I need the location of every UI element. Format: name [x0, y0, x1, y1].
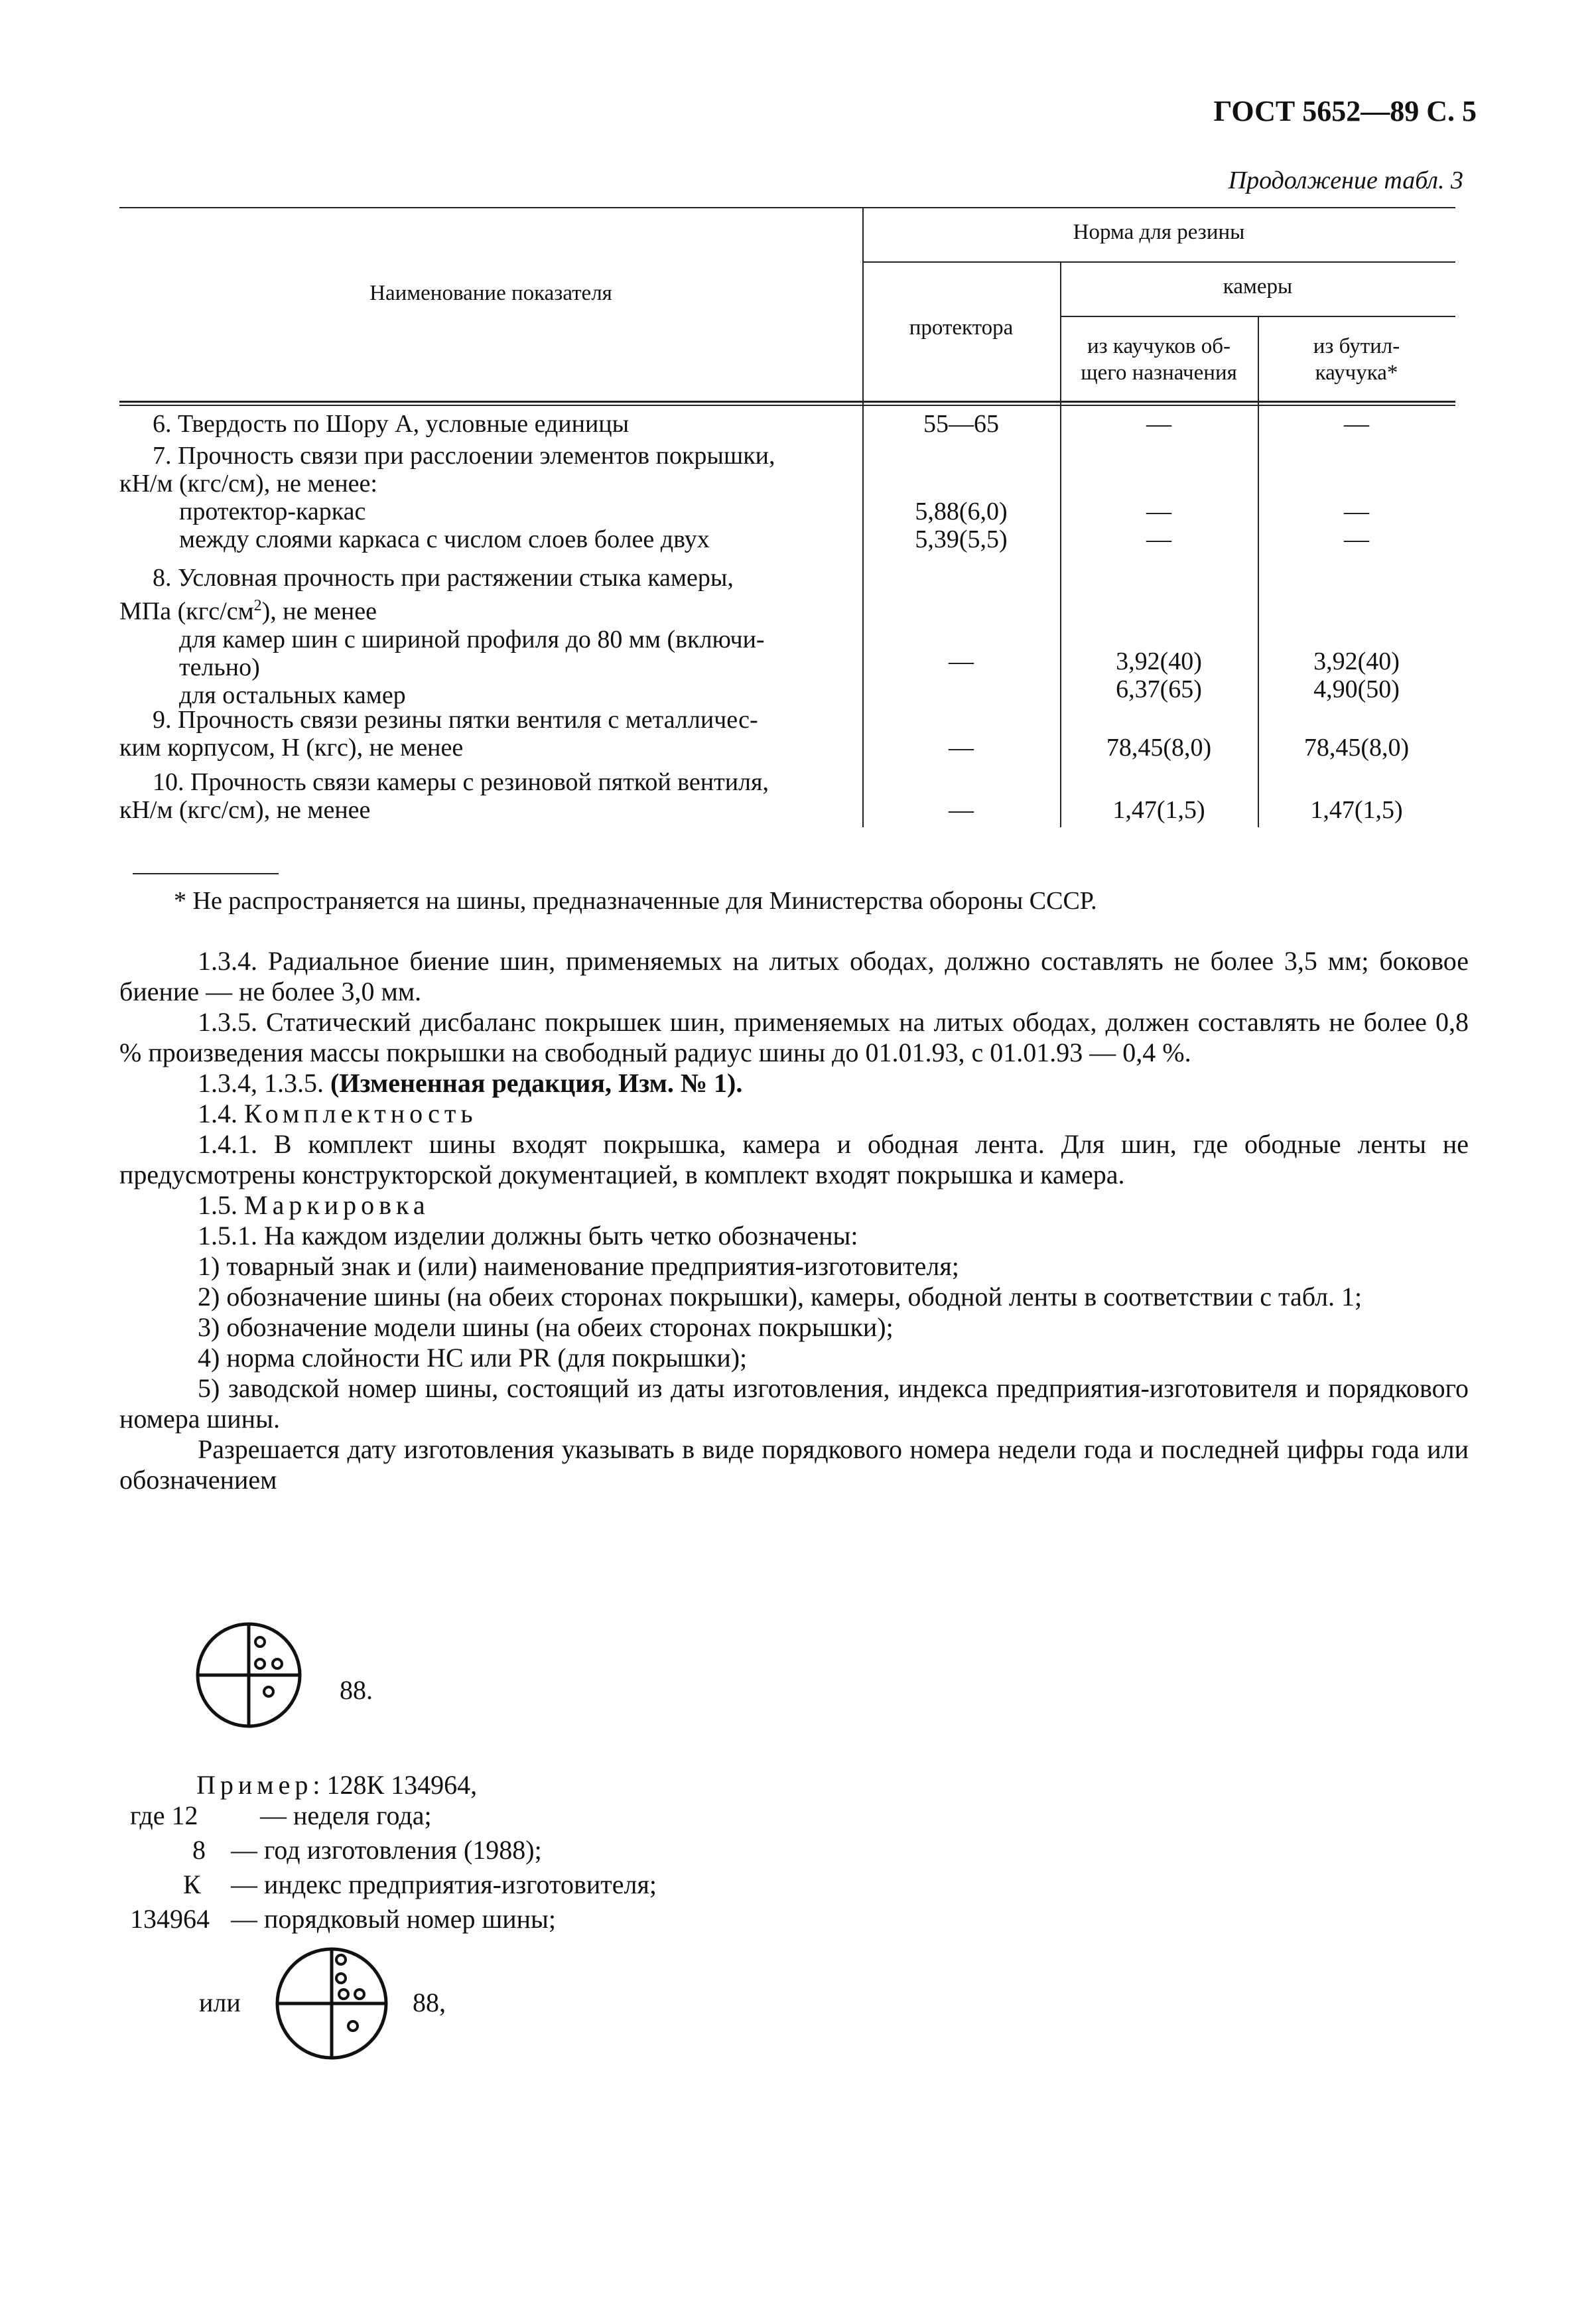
example-key: 8 [192, 1835, 206, 1865]
header-butyl: из бутил- каучука* [1313, 334, 1400, 385]
section-1-5: 1.5. Маркировка [198, 1190, 430, 1220]
unit-mpa: МПа $(кгс/см^2)$, не менее [119, 597, 377, 626]
example-desc: — год изготовления (1988); [231, 1835, 542, 1865]
section-1-4: 1.4. Комплектность [198, 1099, 478, 1128]
example-heading: Пример: 128К 134964, [196, 1770, 478, 1800]
list-item: 2) обозначение шины (на обеих сторонах покрышки), камеры, ободной ленты в соответствии с табл. 1; [198, 1282, 1363, 1312]
example-key: К [183, 1869, 201, 1899]
symbol-year-label: 88. [340, 1675, 373, 1705]
body-text [119, 946, 1469, 1495]
para-1-3-4: 1.3.4. Радиальное биение шин, применяемых на литых ободах, должно составлять не более 3,5 мм; боковое биение — не более 3,0 мм. [119, 946, 1469, 1006]
para-1-5-1: 1.5.1. На каждом изделии должны быть четко обозначены: [198, 1221, 858, 1251]
para-edit: 1.3.4, 1.3.5. (Измененная редакция, Изм. № 1). [198, 1068, 743, 1098]
page-header: ГОСТ 5652—89 С. 5 [1213, 95, 1477, 127]
para-1-3-5: 1.3.5. Статический дисбаланс покрышек шин, применяемых на литых ободах, должен составлять не более 0,8 % произведения массы покрышки на свободный радиус шины до 01.01.93, с 01.01.93 — 0,4 %. [119, 1007, 1469, 1067]
header-name: Наименование показателя [369, 281, 612, 305]
para-1-4-1: 1.4.1. В комплект шины входят покрышка, камера и ободная лента. Для шин, где ободные ленты не предусмотрены конструкторской документацией, в комплект входят покрышка и камера. [119, 1129, 1469, 1189]
footnote: * Не распространяется на шины, предназначенные для Министерства обороны СССР. [174, 887, 1097, 915]
header-protector: протектора [909, 316, 1014, 340]
or-label: или [199, 1988, 241, 2017]
list-item: 1) товарный знак и (или) наименование предприятия-изготовителя; [198, 1251, 959, 1281]
list-item: 3) обозначение модели шины (на обеих сторонах покрышки); [198, 1312, 894, 1342]
symbol-year-label: 88, [413, 1988, 446, 2017]
para-allow: Разрешается дату изготовления указывать в виде порядкового номера недели года и последней цифры года или обозначением [119, 1434, 1469, 1495]
header-general: из каучуков об- щего назначения [1081, 334, 1237, 385]
example-desc: — индекс предприятия-изготовителя; [231, 1869, 657, 1899]
document-page: ГОСТ 5652—89 С. 5 Продолжение табл. 3 Наименование показателя Норма для резины протектора камеры из каучуков об- щего назначения из бутил- каучука* 6. Твердость по Шору А, условные единицы 55—65 — — 7. Прочность связи при расслоении элементов покрышки, кН/м (кгс/см), не менее: протектор-каркас между слоями каркаса с числом слоев более двух 5,88(6,0) 5,39(5,5) — — — — 8. Условная прочность при растяжении стыка камеры, МПа $(кгс/см^2)$, не менее для камер шин с шириной профиля до 80 мм (включи- тельно) для остальных камер — 3,92(40) 6,37(65) 3,92(40) 4,90(50) 9. Прочность связи резины пятки вентиля с металличес- ким корпусом, Н (кгс), не менее — 78,45(8,0) 78,45(8,0) 10. Прочность связи камеры с резиновой пяткой вентиля, кН/м (кгс/см), не менее — 1,47(1,5) 1,47(1,5) * Не распространяется на шины, предназначенные для Министерства обороны СССР. 1.3.4. Радиальное биение шин, применяемых на литых ободах, должно составлять не более 3,5 мм; боковое биение — не более 3,0 мм. 1.3.5. Статический дисбаланс покрышек шин, применяемых на литых ободах, должен составлять не более 0,8 % произведения массы покрышки на свободный радиус шины до 01.01.93, с 01.01.93 — 0,4 %. 1.3.4, 1.3.5. (Измененная редакция, Изм. № 1). 1.4. Комплектность 1.4.1. В комплект шины входят покрышка, камера и ободная лента. Для шин, где ободные ленты не предусмотрены конструкторской документацией, в комплект входят покрышка и камера. 1.5. Маркировка 1.5.1. На каждом изделии должны быть четко обозначены: 1) товарный знак и (или) наименование предприятия-изготовителя; 2) обозначение шины (на обеих сторонах покрышки), камеры, ободной ленты в соответствии с табл. 1; 3) обозначение модели шины (на обеих сторонах покрышки); 4) норма слойности НС или PR (для покрышки); 5) заводской номер шины, состоящий из даты изготовления, индекса предприятия-изготовителя и порядкового номера шины. Разрешается дату изготовления указывать в виде порядкового номера недели года и последней цифры года или обозначением 88. Пример: 128К 134964, где 12 — неделя года; 8 — год изготовления (1988); К — индекс предприятия-изготовителя; 134964 — порядковый номер шины; или 88, [0, 0, 1596, 2302]
list-item: 4) норма слойности НС или PR (для покрышки); [198, 1343, 748, 1373]
example-key: где 12 [130, 1800, 198, 1830]
example-key: 134964 [130, 1904, 210, 1934]
list-item: 5) заводской номер шины, состоящий из даты изготовления, индекса предприятия-изготовителя и порядкового номера шины. [119, 1373, 1469, 1434]
header-norm: Норма для резины [1073, 220, 1245, 244]
example-desc: — неделя года; [260, 1800, 432, 1830]
table-continuation: Продолжение табл. 3 [1228, 167, 1463, 194]
date-circle-symbol-icon [272, 1944, 391, 2063]
header-kamery: камеры [1223, 275, 1293, 299]
footnote-divider [133, 873, 279, 874]
example-desc: — порядковый номер шины; [231, 1904, 557, 1934]
date-circle-symbol-icon [192, 1619, 305, 1731]
